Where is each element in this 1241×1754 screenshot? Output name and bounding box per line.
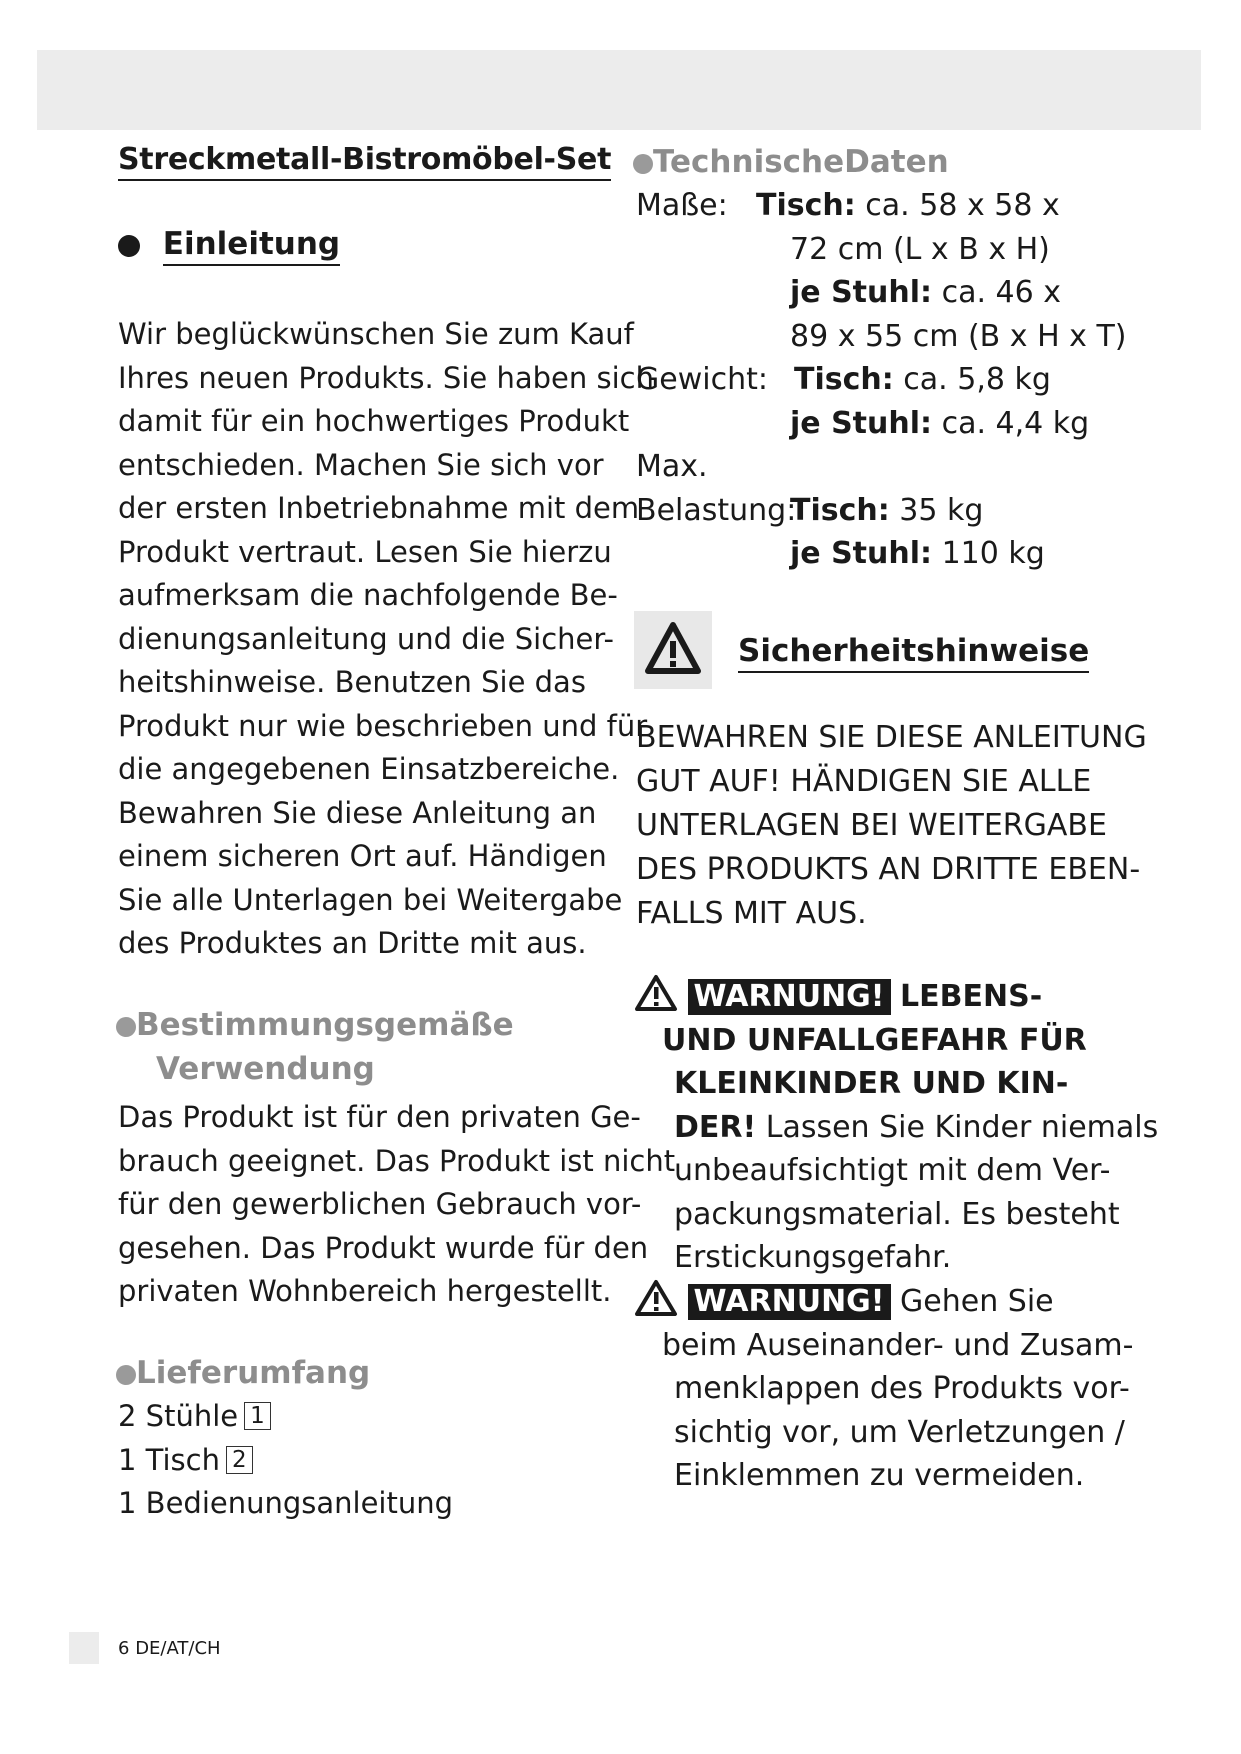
intended-use-paragraph: Das Produkt ist für den privaten Ge- brauch geeignet. Das Produkt ist nicht für den gewerblichen Gebrauch vor- gesehen. Das Produkt wurde für den privaten Wohnbereich hergestellt.: [118, 1100, 676, 1308]
warning-triangle-icon: [634, 611, 712, 689]
warning-block-2: WARNUNG! Gehen Sie beim Auseinander- und Zusam- menklappen des Produkts vor- sichtig vor, um Verletzungen / Einklemmen zu vermeiden.: [634, 1279, 1133, 1498]
list-item: 1 Bedienungsanleitung: [118, 1486, 454, 1520]
warning-block-1: WARNUNG! LEBENS- UND UNFALLGEFAHR FÜR KLEINKINDER UND KIN- DER! Lassen Sie Kinder niemals unbeaufsichtigt mit dem Ver- packungsmaterial. Es besteht Erstickungsgefahr.: [634, 974, 1158, 1280]
bullet-icon: [118, 235, 140, 257]
tech-data-table: Maße: Tisch: ca. 58 x 58 x 72 cm (L x B x H) je Stuhl: ca. 46 x 89 x 55 cm (B x H x T) Gewicht: Tisch: ca. 5,8 kg je Stuhl: ca. 4,4 kg Max. Belastung: Tisch: 35 kg je Stuhl: 110 kg: [636, 188, 1127, 571]
section-heading-tech: TechnischeDaten: [633, 140, 949, 184]
warning-triangle-icon: [634, 1279, 678, 1317]
footer-marker: [69, 1632, 99, 1664]
list-item: 2 Stühle 1: [118, 1395, 453, 1439]
bullet-icon: [116, 1017, 136, 1037]
figure-ref-badge: 1: [244, 1402, 271, 1430]
page-number: 6: [118, 1638, 130, 1659]
section-heading-safety: Sicherheitshinweise: [738, 633, 1089, 669]
page-header-bar: [37, 50, 1201, 130]
intro-paragraph: Wir beglückwünschen Sie zum Kauf Ihres neuen Produkts. Sie haben sich damit für ein hochwertiges Produkt entschieden. Machen Sie sich vor der ersten Inbetriebnahme mit dem Produkt vertraut. Lesen Sie hierzu aufmerksam die nachfolgende Be- dienungsanleitung und die Sicher- heitshinweise. Benutzen Sie das Produkt nur wie beschrieben und für die angegebenen Einsatzbereiche. Bewahren Sie diese Anleitung an einem sicheren Ort auf. Händigen Sie alle Unterlagen bei Weitergabe des Produktes an Dritte mit aus.: [118, 317, 654, 960]
warning-triangle-icon: [634, 974, 678, 1012]
list-item: 1 Tisch 2: [118, 1439, 453, 1483]
section-heading-einleitung: Einleitung: [118, 226, 340, 262]
section-heading-intended-use: Bestimmungsgemäße Verwendung: [116, 1003, 514, 1091]
document-title: Streckmetall-Bistromöbel-Set: [118, 142, 611, 181]
safety-caps-notice: BEWAHREN SIE DIESE ANLEITUNG GUT AUF! HÄNDIGEN SIE ALLE UNTERLAGEN BEI WEITERGABE DES PRODUKTS AN DRITTE EBEN- FALLS MIT AUS.: [636, 720, 1147, 931]
section-heading-scope: Lieferumfang: [116, 1351, 370, 1395]
bullet-icon: [633, 154, 653, 174]
region-label: DE/AT/CH: [135, 1638, 221, 1659]
warning-triangle-box: [634, 611, 712, 689]
page-footer: [118, 1638, 221, 1659]
figure-ref-badge: 2: [226, 1446, 253, 1474]
scope-list: [118, 1395, 453, 1526]
bullet-icon: [116, 1365, 136, 1385]
warning-badge: WARNUNG!: [688, 1284, 891, 1320]
warning-badge: WARNUNG!: [688, 979, 891, 1015]
